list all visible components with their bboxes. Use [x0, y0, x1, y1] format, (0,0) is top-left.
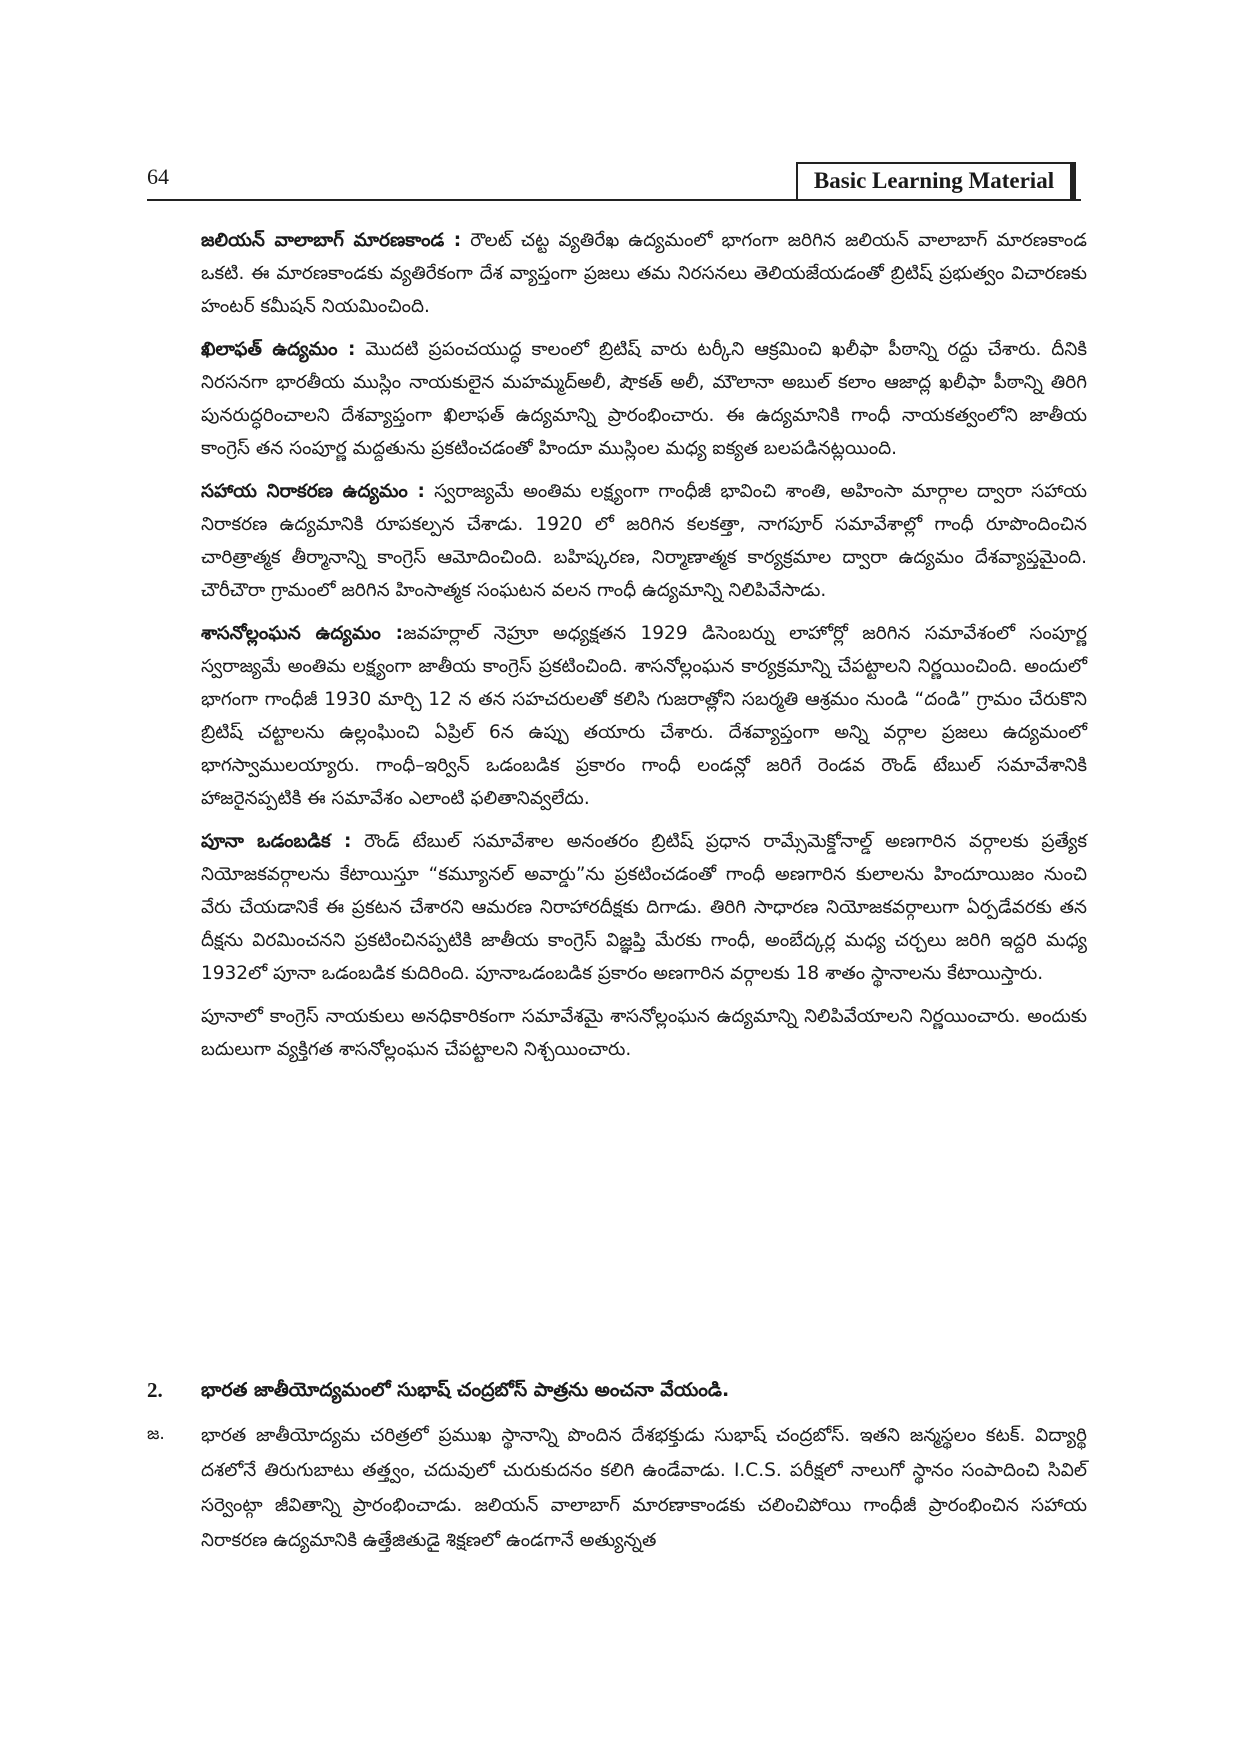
paragraph-text: రౌండ్ టేబుల్ సమావేశాల అనంతరం బ్రిటిష్ ప్రధాన రామ్సేమెక్డోనాల్డ్ అణగారిన వర్గాలకు ప్రత్యేక నియోజకవర్గాలను కేటాయిస్తూ “కమ్యూనల్ అవార్డు”ను ప్రకటించడంతో గాంధీ అణగారిన కులాలను హిందూయిజం నుంచి వేరు చేయడానికే ఈ ప్రకటన చేశారని ఆమరణ నిరాహారదీక్షకు దిగాడు. తిరిగి సాధారణ నియోజకవర్గాలుగా ఏర్పడేవరకు తన దీక్షను విరమించనని ప్రకటించినప్పటికి జాతీయ కాంగ్రెస్ విజ్ఞప్తి మేరకు గాంధీ, అంబేద్కర్ల మధ్య చర్చలు జరిగి ఇద్దరి మధ్య 1932లో పూనా ఒడంబడిక కుదిరింది. పూనాఒడంబడిక ప్రకారం అణగారిన వర్గాలకు 18 శాతం స్థానాలను కేటాయిస్తారు.	[201, 831, 1087, 984]
paragraph-text: మొదటి ప్రపంచయుద్ధ కాలంలో బ్రిటిష్ వారు టర్కీని ఆక్రమించి ఖలీఫా పీఠాన్ని రద్దు చేశారు. దీనికి నిరసనగా భారతీయ ముస్లిం నాయకులైన మహమ్మద్అలీ, షౌకత్ అలీ, మౌలానా అబుల్ కలాం ఆజాద్ల ఖలీఫా పీఠాన్ని తిరిగి పునరుద్ధరించాలని దేశవ్యాప్తంగా ఖిలాఫత్ ఉద్యమాన్ని ప్రారంభించారు. ఈ ఉద్యమానికి గాంధీ నాయకత్వంలోని జాతీయ కాంగ్రెస్ తన సంపూర్ణ మద్దతును ప్రకటించడంతో హిందూ ముస్లింల మధ్య ఐక్యత బలపడినట్లయింది.	[201, 339, 1087, 459]
paragraph-jallianwala	[201, 224, 1087, 323]
paragraph-non-cooperation	[201, 475, 1087, 607]
paragraph-term: శాసనోల్లంఘన ఉద్యమం :	[201, 623, 404, 644]
paragraph-text: పూనాలో కాంగ్రెస్ నాయకులు అనధికారికంగా సమావేశమై శాసనోల్లంఘన ఉద్యమాన్ని నిలిపివేయాలని నిర్ణయించారు. అందుకు బదులుగా వ్యక్తిగత శాసనోల్లంఘన చేపట్టాలని నిశ్చయించారు.	[201, 1006, 1087, 1060]
paragraph-term: పూనా ఒడంబడిక :	[201, 831, 352, 852]
paragraph-khilafat	[201, 333, 1087, 465]
answer-label: జ.	[147, 1424, 165, 1444]
question-number: 2.	[147, 1378, 163, 1402]
paragraph-text: స్వరాజ్యమే అంతిమ లక్ష్యంగా గాంధీజీ భావించి శాంతి, అహింసా మార్గాల ద్వారా సహాయ నిరాకరణ ఉద్యమానికి రూపకల్పన చేశాడు. 1920 లో జరిగిన కలకత్తా, నాగపూర్ సమావేశాల్లో గాంధీ రూపొందించిన చారిత్రాత్మక తీర్మానాన్ని కాంగ్రెస్ ఆమోదించింది. బహిష్కరణ, నిర్మాణాత్మక కార్యక్రమాల ద్వారా ఉద్యమం దేశవ్యాప్తమైంది. చౌరీచౌరా గ్రామంలో జరిగిన హింసాత్మక సంఘటన వలన గాంధీ ఉద్యమాన్ని నిలిపివేసాడు.	[201, 481, 1087, 601]
answer-text: భారత జాతీయోద్యమ చరిత్రలో ప్రముఖ స్థానాన్ని పొందిన దేశభక్తుడు సుభాష్ చంద్రబోస్. ఇతని జన్మస్థలం కటక్. విద్యార్థి దశలోనే తిరుగుబాటు తత్త్వం, చదువులో చురుకుదనం కలిగి ఉండేవాడు. I.C.S. పరీక్షలో నాలుగో స్థానం సంపాదించి సివిల్ సర్వెంట్గా జీవితాన్ని ప్రారంభించాడు. జలియన్ వాలాబాగ్ మారణాకాండకు చలించిపోయి గాంధీజీ ప్రారంభించిన సహాయ నిరాకరణ ఉద్యమానికి ఉత్తేజితుడై శిక్షణలో ఉండగానే అత్యున్నత	[201, 1425, 1087, 1551]
paragraph-term: ఖిలాఫత్ ఉద్యమం :	[201, 339, 356, 360]
header-title: Basic Learning Material	[796, 162, 1072, 199]
paragraph-poona-conclusion	[201, 1000, 1087, 1066]
paragraph-text: జవహర్లాల్ నెహ్రూ అధ్యక్షతన 1929 డిసెంబర్ను లాహోర్లో జరిగిన సమావేశంలో సంపూర్ణ స్వరాజ్యమే అంతిమ లక్ష్యంగా జాతీయ కాంగ్రెస్ ప్రకటించింది. శాసనోల్లంఘన కార్యక్రమాన్ని చేపట్టాలని నిర్ణయించింది. అందులో భాగంగా గాంధీజీ 1930 మార్చి 12 న తన సహచరులతో కలిసి గుజరాత్లోని సబర్మతి ఆశ్రమం నుండి “దండి” గ్రామం చేరుకొని బ్రిటిష్ చట్టాలను ఉల్లంఘించి ఏప్రిల్ 6న ఉప్పు తయారు చేశారు. దేశవ్యాప్తంగా అన్ని వర్గాల ప్రజలు ఉద్యమంలో భాగస్వాములయ్యారు. గాంధీ–ఇర్విన్ ఒడంబడిక ప్రకారం గాంధీ లండన్లో జరిగే రెండవ రౌండ్ టేబుల్ సమావేశానికి హాజరైనప్పటికి ఈ సమావేశం ఎలాంటి ఫలితానివ్వలేదు.	[201, 623, 1087, 809]
body-content	[201, 224, 1087, 1076]
header-rule	[147, 199, 1081, 201]
paragraph-term: జలియన్ వాలాబాగ్ మారణకాండ :	[201, 230, 462, 251]
page-number: 64	[147, 164, 169, 189]
paragraph-civil-disobedience	[201, 617, 1087, 815]
question-text: భారత జాతీయోద్యమంలో సుభాష్ చంద్రబోస్ పాత్రను అంచనా వేయండి.	[201, 1379, 730, 1401]
paragraph-term: సహాయ నిరాకరణ ఉద్యమం :	[201, 481, 425, 502]
paragraph-text: రౌలట్ చట్ట వ్యతిరేఖ ఉద్యమంలో భాగంగా జరిగిన జలియన్ వాలాబాగ్ మారణకాండ ఒకటి. ఈ మారణకాండకు వ్యతిరేకంగా దేశ వ్యాప్తంగా ప్రజలు తమ నిరసనలు తెలియజేయడంతో బ్రిటిష్ ప్రభుత్వం విచారణకు హంటర్ కమీషన్ నియమించింది.	[201, 230, 1087, 317]
paragraph-poona-pact	[201, 825, 1087, 990]
